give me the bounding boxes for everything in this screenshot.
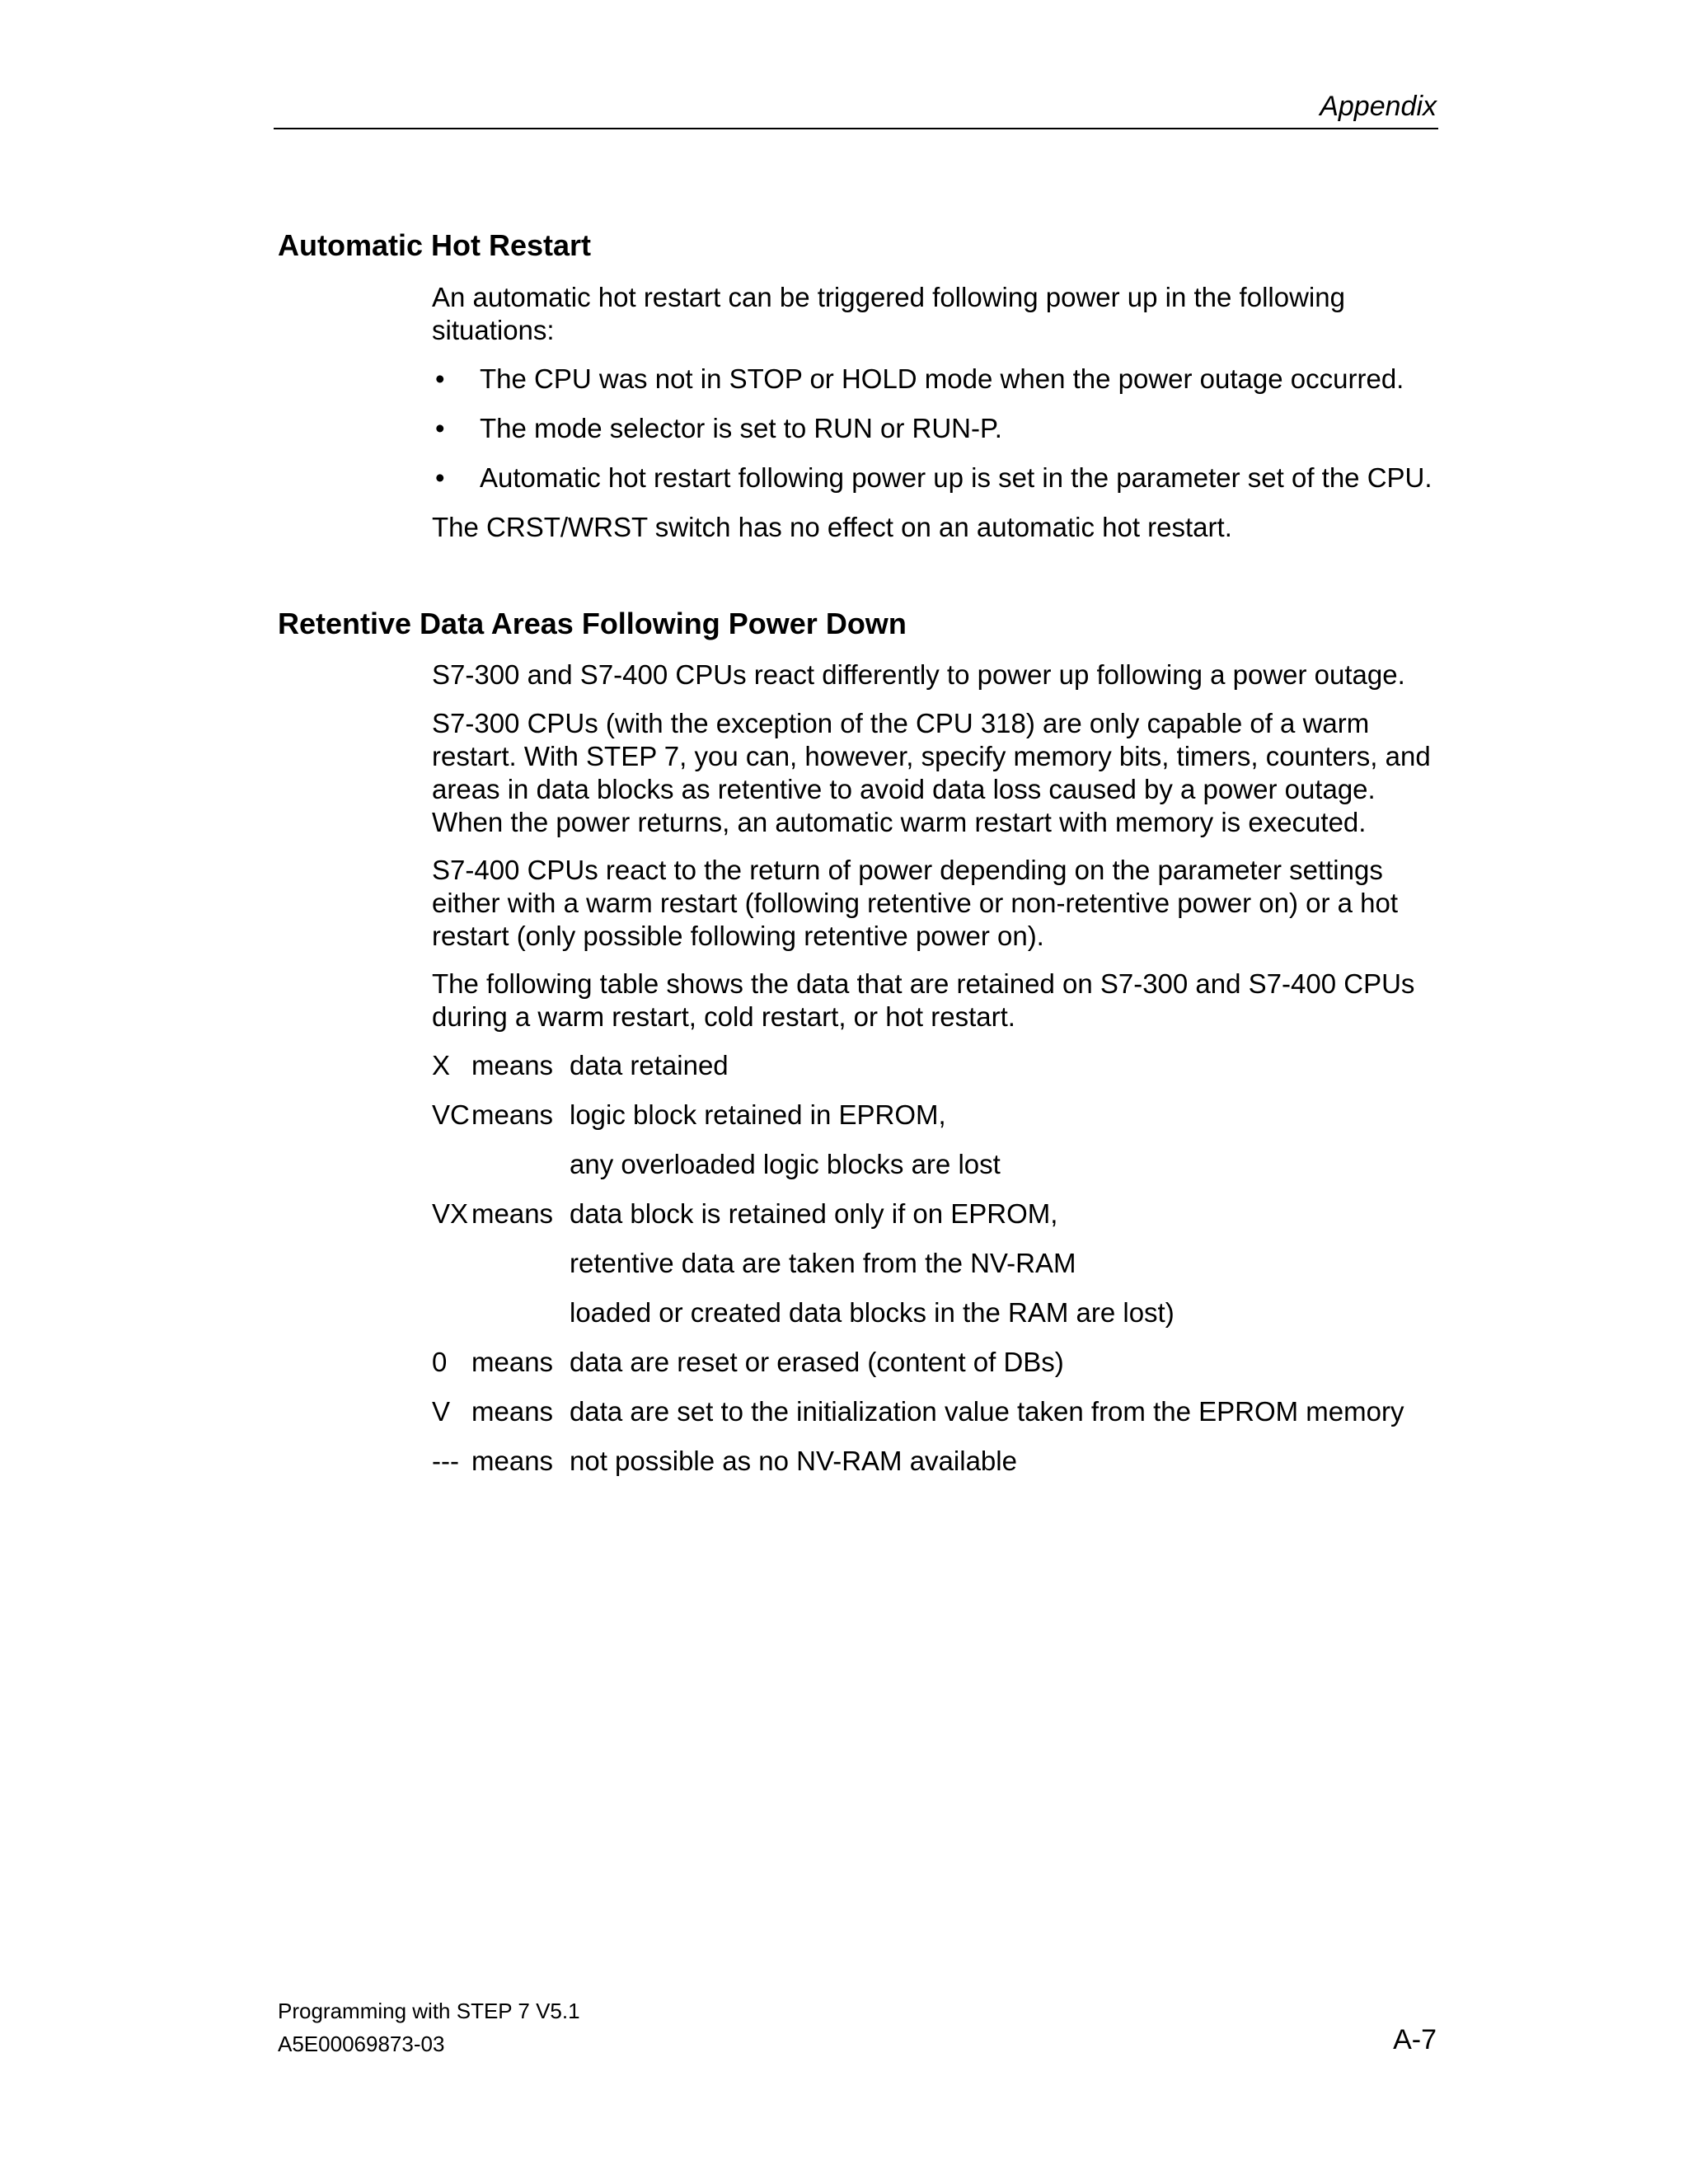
legend-means: means: [471, 1396, 554, 1427]
section-heading-retentive-data-areas: Retentive Data Areas Following Power Down: [278, 607, 907, 640]
legend-row: [432, 1296, 1446, 1329]
bullet-text: The mode selector is set to RUN or RUN-P.: [480, 413, 1002, 443]
legend-row: [432, 1445, 1446, 1478]
legend-description: any overloaded logic blocks are lost: [570, 1149, 1001, 1179]
footer-manual-title: Programming with STEP 7 V5.1: [278, 1999, 580, 2023]
footer-order-number: A5E00069873-03: [278, 2032, 445, 2056]
section2-paragraph: S7-400 CPUs react to the return of power depending on the parameter settings either with a warm restart (following retentive or non-retentive power on) or a hot restart (only possible following retentive power on).: [432, 855, 1399, 951]
footer-page-number: A-7: [1393, 2024, 1437, 2055]
section1-intro: An automatic hot restart can be triggered following power up in the following situations:: [432, 282, 1345, 345]
legend-symbol: VX: [432, 1198, 469, 1229]
legend-description: data are set to the initialization value taken from the EPROM memory: [570, 1396, 1404, 1427]
section2-paragraph: S7-300 and S7-400 CPUs react differently to power up following a power outage.: [432, 659, 1405, 690]
legend-row: [432, 1148, 1446, 1181]
legend-means: means: [471, 1198, 554, 1229]
legend-row: [432, 1197, 1446, 1230]
section2-body: [432, 658, 1446, 1478]
section1-body: [432, 281, 1446, 544]
legend-description: not possible as no NV-RAM available: [570, 1446, 1017, 1476]
section-heading-automatic-hot-restart: Automatic Hot Restart: [278, 228, 592, 262]
legend-symbol: ---: [432, 1446, 459, 1476]
section1-closing: The CRST/WRST switch has no effect on an automatic hot restart.: [432, 512, 1232, 542]
bullet-item: [432, 462, 1446, 494]
legend-description: retentive data are taken from the NV-RAM: [570, 1248, 1076, 1278]
legend-description: data block is retained only if on EPROM,: [570, 1198, 1058, 1229]
legend-means: means: [471, 1446, 554, 1476]
legend-description: data are reset or erased (content of DBs): [570, 1347, 1064, 1377]
running-header: Appendix: [1320, 91, 1437, 122]
footer-left: [278, 1994, 580, 2060]
legend-symbol: VC: [432, 1099, 470, 1130]
legend-row: [432, 1247, 1446, 1280]
legend-means: means: [471, 1099, 554, 1130]
bullet-icon: •: [435, 363, 445, 394]
legend-row: [432, 1346, 1446, 1379]
legend-list: [432, 1049, 1446, 1478]
bullet-text: Automatic hot restart following power up is set in the parameter set of the CPU.: [480, 462, 1432, 493]
bullet-item: [432, 412, 1446, 445]
legend-description: data retained: [570, 1050, 729, 1080]
legend-row: [432, 1395, 1446, 1428]
bullet-item: [432, 363, 1446, 396]
bullet-icon: •: [435, 413, 445, 443]
bullet-text: The CPU was not in STOP or HOLD mode when the power outage occurred.: [480, 363, 1404, 394]
header-rule: [274, 128, 1438, 129]
bullet-icon: •: [435, 462, 445, 493]
legend-description: logic block retained in EPROM,: [570, 1099, 946, 1130]
legend-means: means: [471, 1050, 554, 1080]
legend-row: [432, 1049, 1446, 1082]
legend-row: [432, 1099, 1446, 1132]
legend-symbol: V: [432, 1396, 451, 1427]
legend-means: means: [471, 1347, 554, 1377]
section2-paragraph: The following table shows the data that are retained on S7-300 and S7-400 CPUs during a warm restart, cold restart, or hot restart.: [432, 968, 1415, 1032]
legend-description: loaded or created data blocks in the RAM are lost): [570, 1297, 1175, 1328]
legend-symbol: 0: [432, 1347, 448, 1377]
section2-paragraph: S7-300 CPUs (with the exception of the CPU 318) are only capable of a warm restart. With STEP 7, you can, however, specify memory bits, timers, counters, and areas in data blocks as retentive to avoid data loss caused by a power outage. When the power returns, an automatic warm restart with memory is executed.: [432, 708, 1431, 837]
legend-symbol: X: [432, 1050, 451, 1080]
